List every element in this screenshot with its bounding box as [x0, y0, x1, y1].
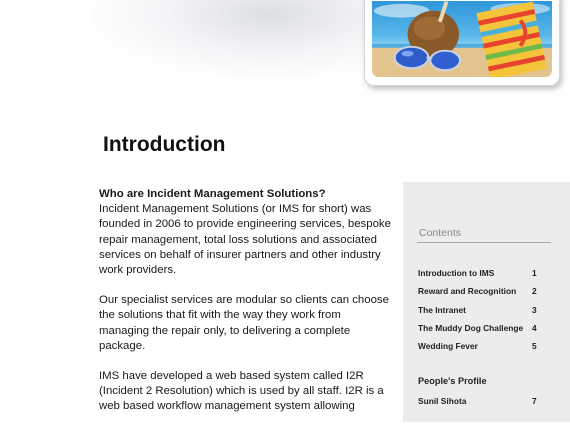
beach-photo-illustration	[372, 1, 552, 77]
contents-list	[418, 268, 540, 359]
intro-text-1: Incident Management Solutions (or IMS for short) was founded in 2006 to provide engineering services, bespoke repair management, total loss solutions and associated services on behalf of insurer partners and other industry work providers.	[99, 203, 391, 277]
toc-item-page: 3	[532, 304, 537, 315]
contents-sidebar	[403, 182, 570, 422]
toc-item[interactable]	[418, 323, 540, 341]
intro-question: Who are Incident Management Solutions?	[99, 188, 326, 200]
toc-item-label: Introduction to IMS	[418, 268, 495, 278]
peoples-profile-section	[418, 376, 540, 414]
toc-item[interactable]	[418, 341, 540, 359]
page-title: Introduction	[103, 133, 226, 156]
intro-body	[99, 187, 391, 430]
toc-item-page: 7	[532, 396, 537, 406]
toc-item-label: The Muddy Dog Challenge	[418, 322, 524, 333]
toc-item[interactable]	[418, 268, 540, 286]
peoples-profile-title: People's Profile	[418, 376, 487, 386]
intro-paragraph-2: Our specialist services are modular so clients can choose the solutions that fit with the way they work from managing the repair only, to delivering a complete package.	[99, 294, 389, 352]
toc-item-label: Sunil Sihota	[418, 396, 467, 406]
contents-title: Contents	[419, 227, 462, 239]
toc-item-label: Wedding Fever	[418, 341, 478, 352]
intro-paragraph-1	[99, 187, 391, 278]
toc-item-label: The Intranet	[418, 304, 466, 315]
toc-item-label: Reward and Recognition	[418, 286, 517, 297]
header-background-wash	[90, 0, 390, 80]
toc-item-page: 5	[532, 341, 537, 352]
toc-item-page: 1	[532, 268, 537, 278]
intro-paragraph-3: IMS have developed a web based system called I2R (Incident 2 Resolution) which is used by all staff. I2R is a web based workflow management system allowing	[99, 370, 384, 413]
beach-photo	[372, 1, 552, 77]
toc-item-page: 2	[532, 286, 537, 297]
contents-divider	[417, 242, 551, 243]
toc-item[interactable]	[418, 305, 540, 323]
toc-item-page: 4	[532, 322, 537, 333]
header-photo-frame	[364, 0, 560, 86]
toc-item[interactable]	[418, 396, 540, 414]
toc-item[interactable]	[418, 286, 540, 304]
